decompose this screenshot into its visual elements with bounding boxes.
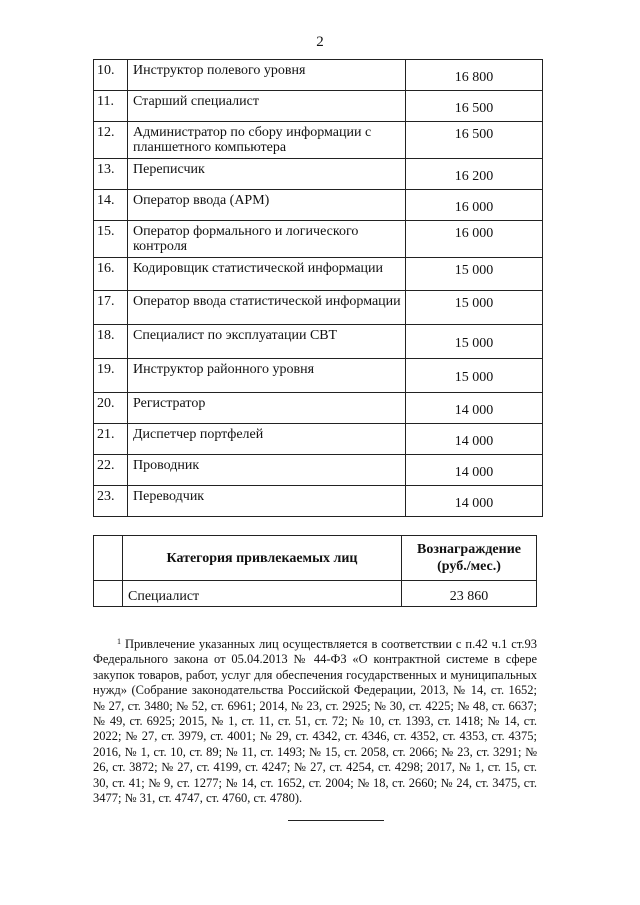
row-number: 18.	[94, 325, 128, 359]
row-position-name: Оператор ввода (АРМ)	[128, 190, 406, 221]
category-row-name: Специалист	[123, 581, 402, 607]
row-position-name: Администратор по сбору информации с планшетного компьютера	[128, 122, 406, 159]
separator-line	[288, 820, 384, 821]
row-number: 11.	[94, 91, 128, 122]
table-row	[94, 91, 543, 122]
row-number: 19.	[94, 359, 128, 393]
table-row	[94, 424, 543, 455]
row-amount: 14 000	[406, 393, 543, 424]
table-row	[94, 291, 543, 325]
reward-header-line2: (руб./мес.)	[437, 559, 501, 574]
row-position-name: Проводник	[128, 455, 406, 486]
category-row	[94, 581, 537, 607]
category-header-blank	[94, 536, 123, 581]
rates-table-body	[94, 60, 543, 517]
table-row	[94, 359, 543, 393]
table-row	[94, 486, 543, 517]
table-row	[94, 190, 543, 221]
row-position-name: Кодировщик статистической информации	[128, 258, 406, 291]
row-number: 15.	[94, 221, 128, 258]
row-number: 22.	[94, 455, 128, 486]
row-number: 17.	[94, 291, 128, 325]
reward-header	[402, 536, 537, 581]
row-number: 10.	[94, 60, 128, 91]
footnote-marker: 1	[117, 637, 121, 646]
category-row-value: 23 860	[402, 581, 537, 607]
row-amount: 15 000	[406, 325, 543, 359]
row-amount: 14 000	[406, 455, 543, 486]
row-number: 13.	[94, 159, 128, 190]
row-position-name: Переписчик	[128, 159, 406, 190]
category-header: Категория привлекаемых лиц	[123, 536, 402, 581]
row-amount: 16 800	[406, 60, 543, 91]
row-position-name: Оператор ввода статистической информации	[128, 291, 406, 325]
row-amount: 14 000	[406, 486, 543, 517]
row-number: 21.	[94, 424, 128, 455]
rates-table	[93, 59, 543, 517]
row-amount: 16 500	[406, 122, 543, 159]
row-position-name: Старший специалист	[128, 91, 406, 122]
table-row	[94, 221, 543, 258]
category-table-header	[94, 536, 537, 581]
table-row	[94, 325, 543, 359]
table-row	[94, 159, 543, 190]
row-position-name: Регистратор	[128, 393, 406, 424]
row-number: 23.	[94, 486, 128, 517]
row-position-name: Специалист по эксплуатации СВТ	[128, 325, 406, 359]
row-number: 16.	[94, 258, 128, 291]
row-amount: 15 000	[406, 258, 543, 291]
table-row	[94, 258, 543, 291]
footnote-text: Привлечение указанных лиц осуществляется в соответствии с п.42 ч.1 ст.93 Федерального закона от 05.04.2013 № 44-ФЗ «О контрактной системе в сфере закупок товаров, работ, услуг для обеспечения государственных и муниципальных нужд» (Собрание законодательства Российской Федерации, 2013, № 14, ст. 1652; № 27, ст. 3480; № 52, ст. 6961; 2014, № 23, ст. 2925; № 30, ст. 4225; № 48, ст. 6637; № 49, ст. 6925; 2015, № 1, ст. 11, ст. 51, ст. 72; № 10, ст. 1393, ст. 1418; № 14, ст. 2022; № 27, ст. 3979, ст. 4001; № 29, ст. 4342, ст. 4346, ст. 4352, ст. 4353, ст. 4375; 2016, № 1, ст. 10, ст. 89; № 11, ст. 1493; № 15, ст. 2058, ст. 2066; № 23, ст. 3291; № 26, ст. 3872; № 27, ст. 4199, ст. 4247; № 27, ст. 4254, ст. 4298; 2017, № 1, ст. 15, ст. 30, ст. 41; № 9, ст. 1277; № 14, ст. 1652, ст. 2004; № 18, ст. 2660; № 24, ст. 3475, ст. 3477; № 31, ст. 4747, ст. 4760, ст. 4780).	[93, 637, 537, 806]
table-row	[94, 122, 543, 159]
row-amount: 16 500	[406, 91, 543, 122]
row-amount: 16 200	[406, 159, 543, 190]
table-row	[94, 455, 543, 486]
footnote	[93, 634, 537, 806]
category-table	[93, 535, 537, 607]
row-amount: 15 000	[406, 359, 543, 393]
row-position-name: Оператор формального и логического контроля	[128, 221, 406, 258]
category-row-blank	[94, 581, 123, 607]
reward-header-line1: Вознаграждение	[417, 542, 521, 557]
row-amount: 16 000	[406, 190, 543, 221]
row-position-name: Инструктор полевого уровня	[128, 60, 406, 91]
row-position-name: Диспетчер портфелей	[128, 424, 406, 455]
row-number: 14.	[94, 190, 128, 221]
row-number: 12.	[94, 122, 128, 159]
table-row	[94, 393, 543, 424]
row-position-name: Переводчик	[128, 486, 406, 517]
row-position-name: Инструктор районного уровня	[128, 359, 406, 393]
row-amount: 14 000	[406, 424, 543, 455]
table-row	[94, 60, 543, 91]
row-amount: 16 000	[406, 221, 543, 258]
page-number: 2	[316, 34, 324, 50]
row-number: 20.	[94, 393, 128, 424]
row-amount: 15 000	[406, 291, 543, 325]
